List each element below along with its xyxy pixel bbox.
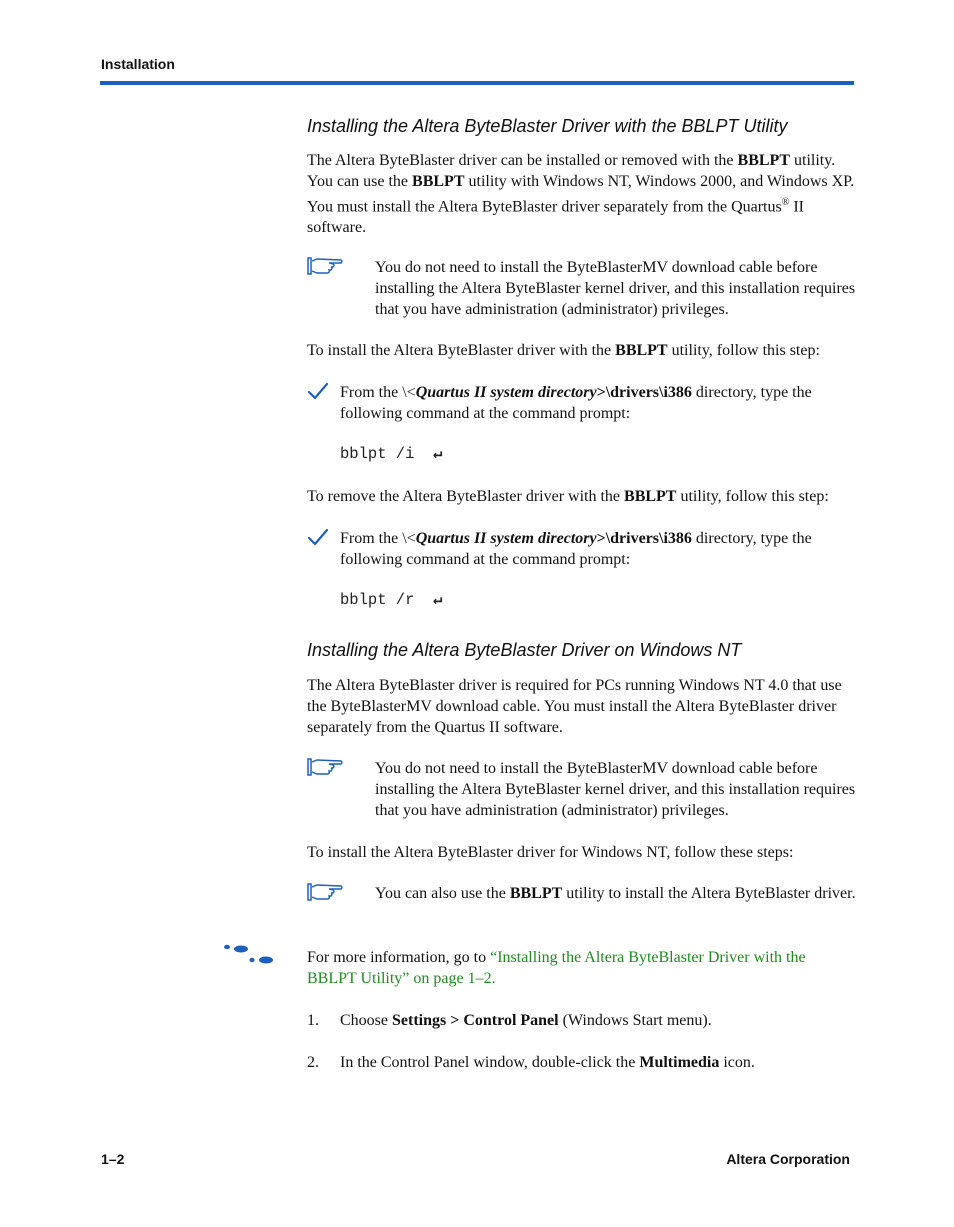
note-bblpt: You do not need to install the ByteBlasterMV download cable before installing the Altera ByteBlaster kernel driver, and this installation requires that you have administration (administrator) privileges. <box>375 259 856 318</box>
remove-command: bblpt /r ↵ <box>340 591 443 609</box>
footer-company: Altera Corporation <box>726 1151 850 1167</box>
paragraph-windows-nt: The Altera ByteBlaster driver is required for PCs running Windows NT 4.0 that use the ByteBlasterMV download cable. You must install the Altera ByteBlaster driver separately from the Quartus II software. <box>307 677 842 736</box>
header-rule <box>100 81 854 85</box>
section-heading-bblpt: Installing the Altera ByteBlaster Driver with the BBLPT Utility <box>307 116 788 136</box>
step-number-1: 1. <box>307 1012 319 1029</box>
install-command: bblpt /i ↵ <box>340 445 443 463</box>
pointing-hand-icon <box>307 882 345 902</box>
enter-key-icon: ↵ <box>433 591 443 609</box>
running-header: Installation <box>101 56 175 72</box>
footprints-icon <box>222 943 276 967</box>
paragraph-bblpt-intro: The Altera ByteBlaster driver can be installed or removed with the BBLPT utility. You can use the BBLPT utility with Windows NT, Windows 2000, and Windows XP. You must install the Altera ByteBlaster driver separately from the Quartus® II software. <box>307 152 855 237</box>
more-info-text: For more information, go to “Installing the Altera ByteBlaster Driver with the BBLPT Utility” on page 1–2. <box>307 949 806 987</box>
checkmark-icon <box>307 528 329 546</box>
remove-step: From the \<Quartus II system directory>\drivers\i386 directory, type the following command at the command prompt: <box>340 530 812 568</box>
step-1-text: Choose Settings > Control Panel (Windows Start menu). <box>340 1012 712 1029</box>
enter-key-icon: ↵ <box>433 445 443 463</box>
install-step: From the \<Quartus II system directory>\drivers\i386 directory, type the following command at the command prompt: <box>340 384 812 422</box>
page-number: 1–2 <box>101 1151 125 1167</box>
paragraph-install-intro: To install the Altera ByteBlaster driver with the BBLPT utility, follow this step: <box>307 342 820 359</box>
section-heading-windows-nt: Installing the Altera ByteBlaster Driver on Windows NT <box>307 640 742 660</box>
note-bblpt-alternative: You can also use the BBLPT utility to install the Altera ByteBlaster driver. <box>375 885 856 902</box>
pointing-hand-icon <box>307 757 345 777</box>
note-windows-nt-cable: You do not need to install the ByteBlasterMV download cable before installing the Altera ByteBlaster kernel driver, and this installation requires that you have administration (administrator) privileges. <box>375 760 856 819</box>
step-number-2: 2. <box>307 1054 319 1071</box>
paragraph-steps-intro: To install the Altera ByteBlaster driver for Windows NT, follow these steps: <box>307 844 794 861</box>
pointing-hand-icon <box>307 256 345 276</box>
checkmark-icon <box>307 382 329 400</box>
paragraph-remove-intro: To remove the Altera ByteBlaster driver with the BBLPT utility, follow this step: <box>307 488 829 505</box>
step-2-text: In the Control Panel window, double-click the Multimedia icon. <box>340 1054 755 1071</box>
cross-reference-link[interactable]: “Installing the Altera ByteBlaster Driver with the BBLPT Utility” on page 1–2. <box>307 949 806 987</box>
